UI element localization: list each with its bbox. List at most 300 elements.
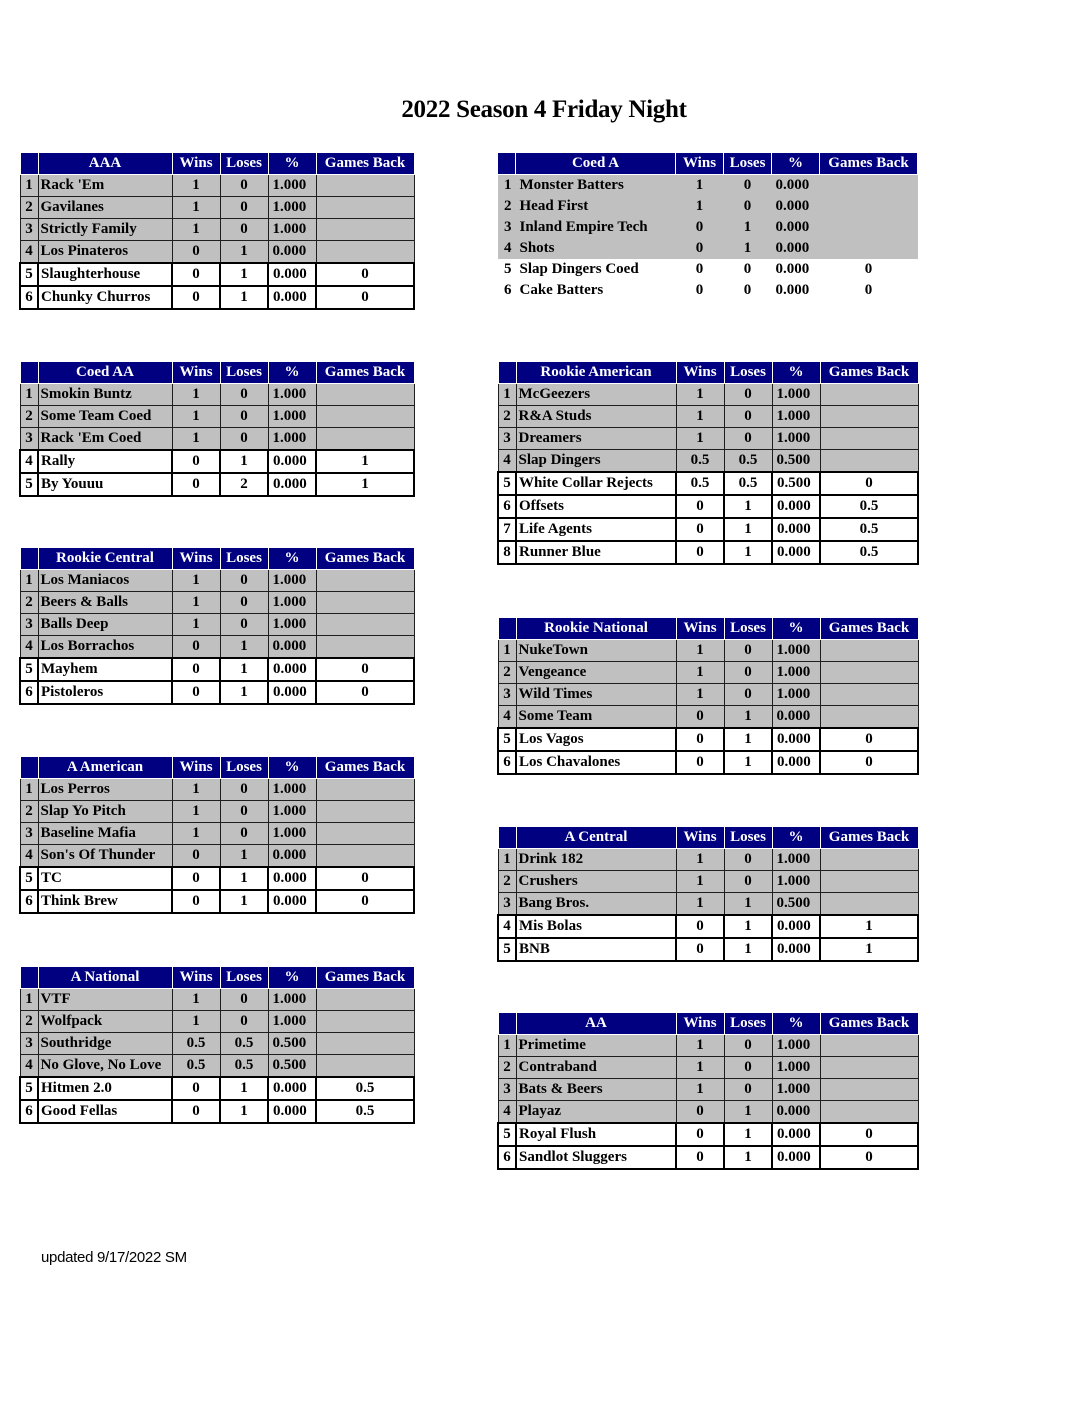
rank-cell: 6 <box>498 751 516 774</box>
loses-cell: 0 <box>724 871 772 893</box>
wins-cell: 1 <box>172 219 220 241</box>
rank-cell: 6 <box>20 890 38 913</box>
table-row <box>20 801 414 823</box>
table-row <box>20 592 414 614</box>
wins-cell: 0 <box>676 728 724 751</box>
rank-cell: 4 <box>498 450 516 473</box>
games-back-cell <box>820 1057 918 1079</box>
team-name: Los Borrachos <box>38 636 172 659</box>
team-name: Life Agents <box>516 518 676 541</box>
table-row <box>498 175 918 197</box>
pct-cell: 0.500 <box>772 450 820 473</box>
header-wins: Wins <box>172 967 220 989</box>
games-back-cell <box>820 893 918 916</box>
loses-cell: 1 <box>220 890 268 913</box>
loses-cell: 1 <box>724 938 772 961</box>
rank-cell: 4 <box>20 241 38 264</box>
table-row <box>20 428 414 451</box>
rank-cell: 4 <box>20 450 38 473</box>
pct-cell: 0.000 <box>268 658 316 681</box>
wins-cell: 1 <box>676 849 724 871</box>
standings-table-a-central <box>497 826 919 962</box>
loses-cell: 0 <box>724 1035 772 1057</box>
wins-cell: 1 <box>172 779 220 801</box>
pct-cell: 0.500 <box>268 1033 316 1055</box>
team-name: Think Brew <box>38 890 172 913</box>
header-pct: % <box>772 618 820 640</box>
header-rank-cell <box>20 153 38 175</box>
rank-cell: 7 <box>498 518 516 541</box>
header-games-back: Games Back <box>316 757 414 779</box>
loses-cell: 1 <box>724 751 772 774</box>
standings-table-a-american <box>19 756 415 914</box>
wins-cell: 1 <box>676 871 724 893</box>
games-back-cell: 0 <box>316 263 414 286</box>
pct-cell: 0.500 <box>268 1055 316 1078</box>
games-back-cell: 0.5 <box>820 495 918 518</box>
team-name: Dreamers <box>516 428 676 450</box>
division-name: Rookie National <box>516 618 676 640</box>
pct-cell: 0.000 <box>268 286 316 309</box>
table-row <box>498 428 918 450</box>
loses-cell: 1 <box>724 1123 772 1146</box>
team-name: BNB <box>516 938 676 961</box>
wins-cell: 0 <box>172 286 220 309</box>
rank-cell: 3 <box>20 219 38 241</box>
table-header-row <box>498 362 918 384</box>
team-name: Strictly Family <box>38 219 172 241</box>
pct-cell: 1.000 <box>268 219 316 241</box>
header-loses: Loses <box>220 153 268 175</box>
rank-cell: 5 <box>498 728 516 751</box>
team-name: Los Pinateros <box>38 241 172 264</box>
loses-cell: 0 <box>724 1057 772 1079</box>
rank-cell: 3 <box>498 217 516 238</box>
table-row <box>20 384 414 406</box>
team-name: Some Team Coed <box>38 406 172 428</box>
games-back-cell: 0.5 <box>820 518 918 541</box>
header-games-back: Games Back <box>316 362 414 384</box>
games-back-cell <box>316 428 414 451</box>
rank-cell: 5 <box>498 938 516 961</box>
standings-table-coed-aa <box>19 361 415 497</box>
table-row <box>20 197 414 219</box>
table-row <box>498 450 918 473</box>
team-name: Crushers <box>516 871 676 893</box>
header-wins: Wins <box>676 362 724 384</box>
rank-cell: 3 <box>498 893 516 916</box>
rank-cell: 3 <box>20 823 38 845</box>
wins-cell: 0.5 <box>172 1055 220 1078</box>
wins-cell: 1 <box>172 614 220 636</box>
team-name: Contraband <box>516 1057 676 1079</box>
loses-cell: 1 <box>724 728 772 751</box>
pct-cell: 0.000 <box>772 938 820 961</box>
team-name: Beers & Balls <box>38 592 172 614</box>
wins-cell: 0 <box>172 636 220 659</box>
wins-cell: 0.5 <box>676 472 724 495</box>
rank-cell: 1 <box>498 640 516 662</box>
loses-cell: 2 <box>220 473 268 496</box>
rank-cell: 6 <box>498 495 516 518</box>
loses-cell: 1 <box>724 518 772 541</box>
wins-cell: 0 <box>172 658 220 681</box>
team-name: Primetime <box>516 1035 676 1057</box>
rank-cell: 1 <box>20 779 38 801</box>
games-back-cell <box>316 1011 414 1033</box>
table-header-row <box>498 618 918 640</box>
wins-cell: 0 <box>172 263 220 286</box>
header-pct: % <box>268 362 316 384</box>
games-back-cell <box>820 406 918 428</box>
team-name: R&A Studs <box>516 406 676 428</box>
table-row <box>498 259 918 280</box>
pct-cell: 0.000 <box>268 263 316 286</box>
loses-cell: 0 <box>724 849 772 871</box>
team-name: By Youuu <box>38 473 172 496</box>
loses-cell: 1 <box>724 238 772 259</box>
games-back-cell <box>316 241 414 264</box>
rank-cell: 1 <box>20 570 38 592</box>
pct-cell: 0.000 <box>772 915 820 938</box>
wins-cell: 0 <box>676 1101 724 1124</box>
table-row <box>498 518 918 541</box>
loses-cell: 0 <box>220 1011 268 1033</box>
table-row <box>20 867 414 890</box>
rank-cell: 6 <box>20 286 38 309</box>
header-games-back: Games Back <box>820 618 918 640</box>
rank-cell: 2 <box>20 406 38 428</box>
header-rank-cell <box>20 757 38 779</box>
games-back-cell <box>316 592 414 614</box>
loses-cell: 1 <box>724 541 772 564</box>
header-rank-cell <box>20 967 38 989</box>
table-row <box>20 658 414 681</box>
table-row <box>20 175 414 197</box>
pct-cell: 1.000 <box>268 989 316 1011</box>
table-row <box>20 890 414 913</box>
wins-cell: 1 <box>676 196 724 217</box>
games-back-cell: 1 <box>316 450 414 473</box>
division-name: Rookie American <box>516 362 676 384</box>
loses-cell: 1 <box>724 1146 772 1169</box>
games-back-cell <box>316 614 414 636</box>
header-loses: Loses <box>220 548 268 570</box>
games-back-cell: 0 <box>316 658 414 681</box>
games-back-cell <box>820 640 918 662</box>
games-back-cell <box>316 801 414 823</box>
table-row <box>20 1077 414 1100</box>
pct-cell: 0.000 <box>268 681 316 704</box>
table-row <box>20 1011 414 1033</box>
rank-cell: 4 <box>498 238 516 259</box>
division-name: Coed A <box>516 153 676 175</box>
loses-cell: 0 <box>724 196 772 217</box>
games-back-cell: 1 <box>820 938 918 961</box>
loses-cell: 0 <box>724 384 772 406</box>
pct-cell: 0.000 <box>772 751 820 774</box>
team-name: Gavilanes <box>38 197 172 219</box>
rank-cell: 2 <box>498 871 516 893</box>
team-name: Royal Flush <box>516 1123 676 1146</box>
loses-cell: 1 <box>220 681 268 704</box>
header-rank-cell <box>498 827 516 849</box>
team-name: No Glove, No Love <box>38 1055 172 1078</box>
rank-cell: 2 <box>20 1011 38 1033</box>
rank-cell: 2 <box>498 196 516 217</box>
rank-cell: 6 <box>498 1146 516 1169</box>
loses-cell: 0.5 <box>724 450 772 473</box>
team-name: Shots <box>516 238 676 259</box>
table-header-row <box>20 548 414 570</box>
team-name: White Collar Rejects <box>516 472 676 495</box>
table-row <box>498 495 918 518</box>
team-name: Los Maniacos <box>38 570 172 592</box>
team-name: Inland Empire Tech <box>516 217 676 238</box>
games-back-cell: 0 <box>316 867 414 890</box>
table-row <box>20 636 414 659</box>
pct-cell: 1.000 <box>772 871 820 893</box>
loses-cell: 1 <box>220 263 268 286</box>
header-loses: Loses <box>220 362 268 384</box>
team-name: Hitmen 2.0 <box>38 1077 172 1100</box>
table-row <box>498 728 918 751</box>
pct-cell: 0.000 <box>268 890 316 913</box>
team-name: Wolfpack <box>38 1011 172 1033</box>
pct-cell: 0.500 <box>772 893 820 916</box>
games-back-cell <box>316 1055 414 1078</box>
wins-cell: 1 <box>676 428 724 450</box>
header-pct: % <box>268 153 316 175</box>
wins-cell: 0 <box>676 938 724 961</box>
loses-cell: 0 <box>220 801 268 823</box>
header-loses: Loses <box>724 153 772 175</box>
table-row <box>498 640 918 662</box>
header-rank-cell <box>498 362 516 384</box>
loses-cell: 0 <box>220 428 268 451</box>
loses-cell: 0 <box>724 406 772 428</box>
table-row <box>20 219 414 241</box>
table-row <box>498 1101 918 1124</box>
team-name: Los Chavalones <box>516 751 676 774</box>
loses-cell: 1 <box>724 217 772 238</box>
header-rank-cell <box>20 362 38 384</box>
loses-cell: 0 <box>724 259 772 280</box>
pct-cell: 0.000 <box>268 1100 316 1123</box>
team-name: Balls Deep <box>38 614 172 636</box>
table-row <box>498 893 918 916</box>
games-back-cell <box>820 871 918 893</box>
table-row <box>498 472 918 495</box>
loses-cell: 0 <box>220 175 268 197</box>
team-name: Wild Times <box>516 684 676 706</box>
loses-cell: 1 <box>220 867 268 890</box>
games-back-cell: 0 <box>316 286 414 309</box>
table-row <box>498 384 918 406</box>
table-header-row <box>498 827 918 849</box>
loses-cell: 0.5 <box>220 1033 268 1055</box>
rank-cell: 3 <box>20 428 38 451</box>
games-back-cell: 0 <box>820 1146 918 1169</box>
wins-cell: 1 <box>172 989 220 1011</box>
header-games-back: Games Back <box>820 153 918 175</box>
rank-cell: 1 <box>498 849 516 871</box>
division-name: AA <box>516 1013 676 1035</box>
wins-cell: 0 <box>676 280 724 301</box>
wins-cell: 0 <box>172 845 220 868</box>
standings-table-coed-a <box>497 152 918 301</box>
pct-cell: 1.000 <box>268 801 316 823</box>
pct-cell: 1.000 <box>772 1057 820 1079</box>
wins-cell: 1 <box>172 1011 220 1033</box>
rank-cell: 5 <box>498 1123 516 1146</box>
loses-cell: 0 <box>724 640 772 662</box>
team-name: Rally <box>38 450 172 473</box>
header-rank-cell <box>498 618 516 640</box>
loses-cell: 0.5 <box>220 1055 268 1078</box>
loses-cell: 0 <box>220 197 268 219</box>
pct-cell: 1.000 <box>268 197 316 219</box>
rank-cell: 3 <box>498 428 516 450</box>
games-back-cell: 1 <box>820 915 918 938</box>
wins-cell: 1 <box>172 406 220 428</box>
header-loses: Loses <box>220 757 268 779</box>
table-row <box>20 286 414 309</box>
games-back-cell <box>820 217 918 238</box>
pct-cell: 0.000 <box>772 541 820 564</box>
pct-cell: 1.000 <box>268 592 316 614</box>
pct-cell: 0.000 <box>772 706 820 729</box>
header-wins: Wins <box>172 757 220 779</box>
rank-cell: 8 <box>498 541 516 564</box>
team-name: Mis Bolas <box>516 915 676 938</box>
wins-cell: 0.5 <box>676 450 724 473</box>
pct-cell: 0.000 <box>772 238 820 259</box>
loses-cell: 1 <box>724 495 772 518</box>
wins-cell: 1 <box>172 801 220 823</box>
games-back-cell <box>316 989 414 1011</box>
table-header-row <box>20 967 414 989</box>
header-wins: Wins <box>676 153 724 175</box>
rank-cell: 3 <box>498 1079 516 1101</box>
loses-cell: 0 <box>220 989 268 1011</box>
pct-cell: 0.000 <box>772 518 820 541</box>
pct-cell: 0.500 <box>772 472 820 495</box>
games-back-cell <box>820 662 918 684</box>
pct-cell: 0.000 <box>268 867 316 890</box>
header-pct: % <box>772 827 820 849</box>
rank-cell: 5 <box>20 658 38 681</box>
pct-cell: 0.000 <box>268 1077 316 1100</box>
pct-cell: 0.000 <box>772 728 820 751</box>
rank-cell: 5 <box>20 1077 38 1100</box>
loses-cell: 0.5 <box>724 472 772 495</box>
games-back-cell <box>316 175 414 197</box>
wins-cell: 0 <box>676 915 724 938</box>
rank-cell: 1 <box>498 175 516 197</box>
rank-cell: 1 <box>498 1035 516 1057</box>
games-back-cell: 0 <box>820 1123 918 1146</box>
loses-cell: 1 <box>724 915 772 938</box>
header-loses: Loses <box>220 967 268 989</box>
table-row <box>20 1100 414 1123</box>
games-back-cell <box>316 406 414 428</box>
games-back-cell: 0.5 <box>820 541 918 564</box>
wins-cell: 1 <box>172 175 220 197</box>
team-name: Playaz <box>516 1101 676 1124</box>
header-games-back: Games Back <box>820 362 918 384</box>
games-back-cell <box>316 219 414 241</box>
team-name: Rack 'Em <box>38 175 172 197</box>
pct-cell: 1.000 <box>772 384 820 406</box>
table-header-row <box>498 1013 918 1035</box>
rank-cell: 4 <box>20 1055 38 1078</box>
header-pct: % <box>772 1013 820 1035</box>
header-loses: Loses <box>724 618 772 640</box>
wins-cell: 1 <box>676 406 724 428</box>
pct-cell: 1.000 <box>772 428 820 450</box>
loses-cell: 0 <box>220 219 268 241</box>
header-rank-cell <box>20 548 38 570</box>
rank-cell: 6 <box>20 1100 38 1123</box>
games-back-cell <box>316 570 414 592</box>
games-back-cell: 0 <box>820 280 918 301</box>
table-row <box>20 570 414 592</box>
table-row <box>20 241 414 264</box>
games-back-cell <box>316 384 414 406</box>
wins-cell: 0 <box>676 1123 724 1146</box>
team-name: VTF <box>38 989 172 1011</box>
games-back-cell: 0 <box>820 472 918 495</box>
loses-cell: 0 <box>220 384 268 406</box>
table-row <box>498 406 918 428</box>
wins-cell: 0 <box>676 238 724 259</box>
wins-cell: 0 <box>676 1146 724 1169</box>
table-header-row <box>20 757 414 779</box>
division-name: AAA <box>38 153 172 175</box>
pct-cell: 0.000 <box>772 1123 820 1146</box>
team-name: Slap Yo Pitch <box>38 801 172 823</box>
rank-cell: 2 <box>498 662 516 684</box>
wins-cell: 1 <box>676 1035 724 1057</box>
games-back-cell: 0 <box>316 681 414 704</box>
wins-cell: 0 <box>676 518 724 541</box>
wins-cell: 1 <box>676 1079 724 1101</box>
wins-cell: 0 <box>676 217 724 238</box>
wins-cell: 0 <box>172 681 220 704</box>
pct-cell: 1.000 <box>268 614 316 636</box>
table-row <box>498 280 918 301</box>
header-rank-cell <box>498 1013 516 1035</box>
wins-cell: 1 <box>676 1057 724 1079</box>
team-name: Head First <box>516 196 676 217</box>
header-games-back: Games Back <box>316 548 414 570</box>
games-back-cell <box>820 1035 918 1057</box>
rank-cell: 5 <box>20 867 38 890</box>
wins-cell: 0 <box>172 473 220 496</box>
table-row <box>20 845 414 868</box>
header-pct: % <box>772 362 820 384</box>
rank-cell: 5 <box>498 472 516 495</box>
pct-cell: 0.000 <box>772 1146 820 1169</box>
wins-cell: 1 <box>676 893 724 916</box>
division-name: A American <box>38 757 172 779</box>
wins-cell: 1 <box>676 662 724 684</box>
team-name: Cake Batters <box>516 280 676 301</box>
loses-cell: 1 <box>220 845 268 868</box>
pct-cell: 1.000 <box>772 406 820 428</box>
rank-cell: 2 <box>20 801 38 823</box>
